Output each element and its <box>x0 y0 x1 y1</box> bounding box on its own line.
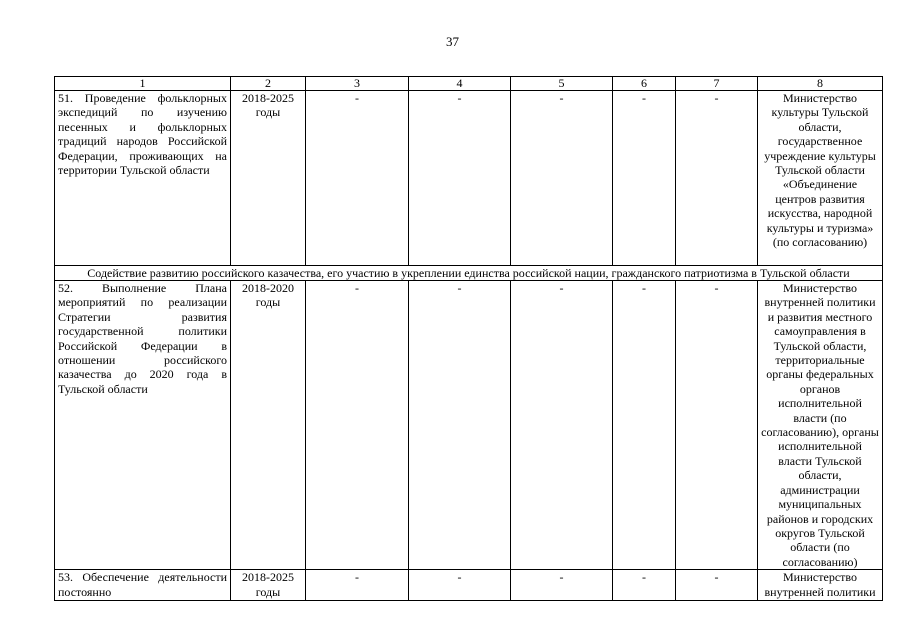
value-cell: - <box>306 281 409 570</box>
value-cell: - <box>511 91 613 266</box>
value-cell: - <box>676 91 758 266</box>
value-cell: - <box>676 281 758 570</box>
page-number: 37 <box>446 34 459 49</box>
value-cell: - <box>409 570 511 601</box>
value-cell: - <box>306 91 409 266</box>
value-cell: - <box>613 91 676 266</box>
column-header: 5 <box>511 77 613 91</box>
measure-name-cell: 53. Обеспечение деятельности постоянно <box>55 570 231 601</box>
executor-cell: Министерство внутренней политики <box>758 570 883 601</box>
period-cell: 2018-2025 годы <box>231 570 306 601</box>
section-heading-row <box>55 266 883 281</box>
table-row <box>55 570 883 601</box>
executor-cell: Министерство внутренней политики и развития местного самоуправления в Тульской области, территориальные органы федеральных органов исполнительной власти (по согласованию), органы исполнительной власти Тульской области, администрации муниципальных районов и городских округов Тульской области (по согласованию) <box>758 281 883 570</box>
value-cell: - <box>409 281 511 570</box>
column-header: 1 <box>55 77 231 91</box>
period-cell: 2018-2020 годы <box>231 281 306 570</box>
section-title: Содействие развитию российского казачества, его участию в укреплении единства российской нации, гражданского патриотизма в Тульской области <box>55 266 883 281</box>
plan-table <box>54 76 883 601</box>
value-cell: - <box>613 570 676 601</box>
column-header: 3 <box>306 77 409 91</box>
value-cell: - <box>613 281 676 570</box>
column-header: 7 <box>676 77 758 91</box>
column-header: 2 <box>231 77 306 91</box>
column-header: 4 <box>409 77 511 91</box>
value-cell: - <box>511 570 613 601</box>
value-cell: - <box>511 281 613 570</box>
measure-name-cell: 52. Выполнение Плана мероприятий по реализации Стратегии развития государственной политики Российской Федерации в отношении российского казачества до 2020 года в Тульской области <box>55 281 231 570</box>
table-header-row <box>55 77 883 91</box>
column-header: 6 <box>613 77 676 91</box>
executor-cell: Министерство культуры Тульской области, государственное учреждение культуры Тульской области «Объединение центров развития искусства, народной культуры и туризма» (по согласованию) <box>758 91 883 266</box>
value-cell: - <box>676 570 758 601</box>
table-row <box>55 91 883 266</box>
column-header: 8 <box>758 77 883 91</box>
table-row <box>55 281 883 570</box>
period-cell: 2018-2025 годы <box>231 91 306 266</box>
value-cell: - <box>409 91 511 266</box>
value-cell: - <box>306 570 409 601</box>
measure-name-cell: 51. Проведение фольклорных экспедиций по изучению песенных и фольклорных традиций народов Российской Федерации, проживающих на территории Тульской области <box>55 91 231 266</box>
